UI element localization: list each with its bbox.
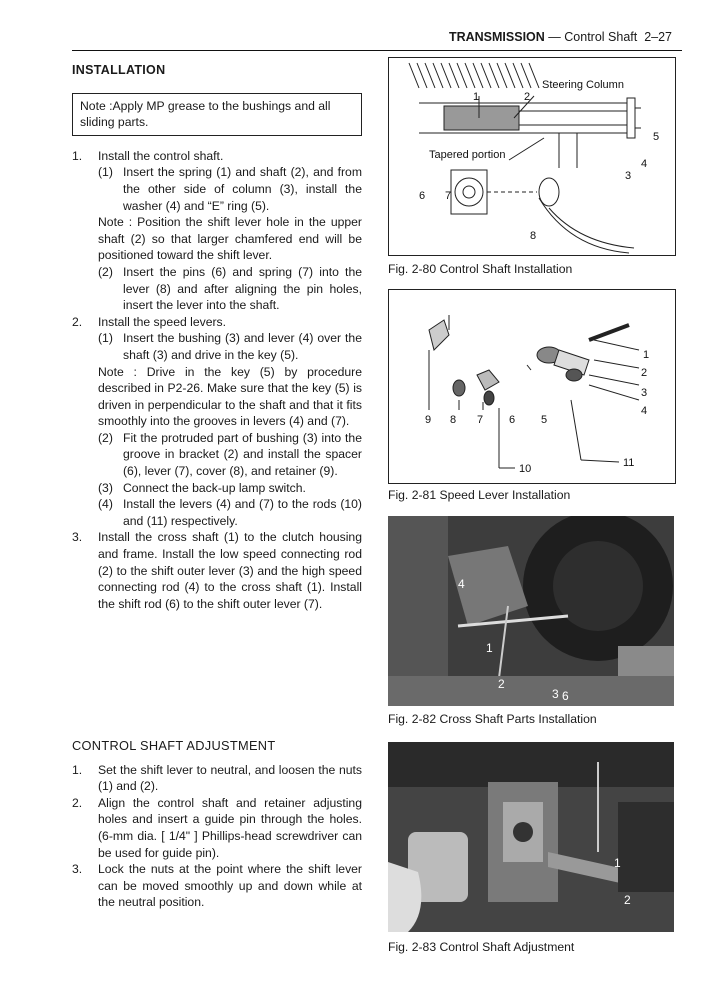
step-text: Install the speed levers. <box>98 314 227 329</box>
label-tapered-portion: Tapered portion <box>429 149 506 161</box>
step-number: 1. <box>72 148 83 163</box>
caption-fig-2-82: Fig. 2-82 Cross Shaft Parts Installation <box>388 712 597 726</box>
label-2: 2 <box>498 677 505 691</box>
label-11: 11 <box>623 457 635 469</box>
photo-cross-shaft <box>388 516 674 706</box>
label-2: 2 <box>524 91 531 103</box>
label-2: 2 <box>624 893 631 907</box>
label-3: 3 <box>641 387 648 399</box>
sub-number: (3) <box>98 480 113 495</box>
step-number: 2. <box>72 795 83 810</box>
sub-number: (2) <box>98 264 113 279</box>
control-shaft-adjustment-photo <box>388 742 674 932</box>
sub-text: Connect the back-up lamp switch. <box>123 480 306 495</box>
label-7: 7 <box>477 414 484 426</box>
install-step-2-note: Note : Drive in the key (5) by procedure described in P2-26. Make sure that the key (5) is driven in perpendicular to the shaft and that it fits smoothly into the grooves in levers (4) and (7). <box>98 364 362 429</box>
label-5: 5 <box>653 131 660 143</box>
installation-title: INSTALLATION <box>72 63 166 77</box>
sub-text: Fit the protruded part of bushing (3) into the groove in bracket (2) and install the spacer (6), lever (7), cover (8), and retainer (9). <box>123 430 362 479</box>
grease-note: Note :Apply MP grease to the bushings and all sliding parts. <box>72 93 362 136</box>
install-step-2-sub-3 <box>72 480 362 497</box>
label-6: 6 <box>562 689 569 703</box>
label-6: 6 <box>419 190 426 202</box>
adjustment-title: CONTROL SHAFT ADJUSTMENT <box>72 738 276 753</box>
install-step-1-sub-1 <box>72 164 362 214</box>
label-steering-column: Steering Column <box>542 79 624 91</box>
adjust-step-2 <box>72 795 362 861</box>
step-number: 3. <box>72 862 83 877</box>
caption-fig-2-80: Fig. 2-80 Control Shaft Installation <box>388 262 573 276</box>
sub-text: Insert the spring (1) and shaft (2), and from the other side of column (3), install the washer (4) and “E” ring (5). <box>123 165 362 213</box>
sub-number: (1) <box>98 165 113 180</box>
step-number: 1. <box>72 762 83 777</box>
step-text: Align the control shaft and retainer adjusting holes and insert a guide pin through the holes. (6-mm dia. [ 1/4" ] Phillips-head screwdriver can be used for guide pin). <box>98 795 362 860</box>
install-step-2 <box>72 314 362 331</box>
figure-speed-lever-installation <box>388 289 676 484</box>
label-10: 10 <box>519 463 532 475</box>
label-8: 8 <box>450 414 457 426</box>
step-text: Set the shift lever to neutral, and loosen the nuts (1) and (2). <box>98 762 362 794</box>
page-number: 2–27 <box>644 30 672 44</box>
sub-text: Insert the pins (6) and spring (7) into the lever (8) and after aligning the pin holes, insert the lever into the shaft. <box>123 264 362 313</box>
install-step-1-sub-2 <box>72 264 362 314</box>
installation-section <box>72 62 362 612</box>
adjust-step-1 <box>72 762 362 795</box>
label-1: 1 <box>614 856 621 870</box>
caption-fig-2-83: Fig. 2-83 Control Shaft Adjustment <box>388 940 575 954</box>
install-step-2-sub-1 <box>72 330 362 363</box>
label-1: 1 <box>643 349 650 361</box>
sub-text: Install the levers (4) and (7) to the rods (10) and (11) respectively. <box>123 497 362 528</box>
sub-text: Insert the bushing (3) and lever (4) over the shaft (3) and drive in the key (5). <box>123 331 362 362</box>
adjustment-section <box>72 738 362 911</box>
sub-number: (1) <box>98 331 113 346</box>
label-1: 1 <box>486 641 493 655</box>
speed-lever-drawing <box>389 290 675 483</box>
sub-number: (4) <box>98 497 113 512</box>
sub-number: (2) <box>98 430 113 445</box>
install-step-3 <box>72 529 362 612</box>
adjust-step-3 <box>72 861 362 911</box>
install-step-2-sub-4 <box>72 496 362 529</box>
install-step-1 <box>72 148 362 165</box>
label-4: 4 <box>641 158 648 170</box>
step-text: Install the cross shaft (1) to the clutch housing and frame. Install the low speed connecting rod (2) to the shift outer lever (3) and the high speed connecting rod (4) to the cross shaft (1). Install the shift rod (6) to the shift outer lever (7). <box>98 530 362 611</box>
step-number: 2. <box>72 314 83 329</box>
label-5: 5 <box>541 414 548 426</box>
photo-control-shaft-adjustment <box>388 742 674 932</box>
label-3: 3 <box>552 687 559 701</box>
page-header <box>72 24 682 51</box>
install-step-2-sub-2 <box>72 430 362 480</box>
label-3: 3 <box>625 170 632 182</box>
label-7: 7 <box>445 190 452 202</box>
step-number: 3. <box>72 530 83 545</box>
step-text: Install the control shaft. <box>98 148 224 163</box>
label-1: 1 <box>473 91 480 103</box>
label-6: 6 <box>509 414 516 426</box>
header-section: TRANSMISSION <box>448 30 545 44</box>
label-9: 9 <box>425 414 432 426</box>
label-8: 8 <box>530 230 537 242</box>
cross-shaft-photo <box>388 516 674 706</box>
control-shaft-drawing <box>389 58 675 255</box>
caption-fig-2-81: Fig. 2-81 Speed Lever Installation <box>388 488 571 502</box>
label-4: 4 <box>641 405 648 417</box>
header-text <box>449 30 672 44</box>
figure-control-shaft-installation <box>388 57 676 256</box>
header-subtitle: — Control Shaft <box>548 30 638 44</box>
label-4: 4 <box>458 577 465 591</box>
install-step-1-note: Note : Position the shift lever hole in the upper shaft (2) so that larger chamfered end will be positioned toward the shift lever. <box>98 215 362 263</box>
step-text: Lock the nuts at the point where the shift lever can be moved smoothly up and down while at the neutral position. <box>98 862 362 910</box>
label-2: 2 <box>641 367 648 379</box>
